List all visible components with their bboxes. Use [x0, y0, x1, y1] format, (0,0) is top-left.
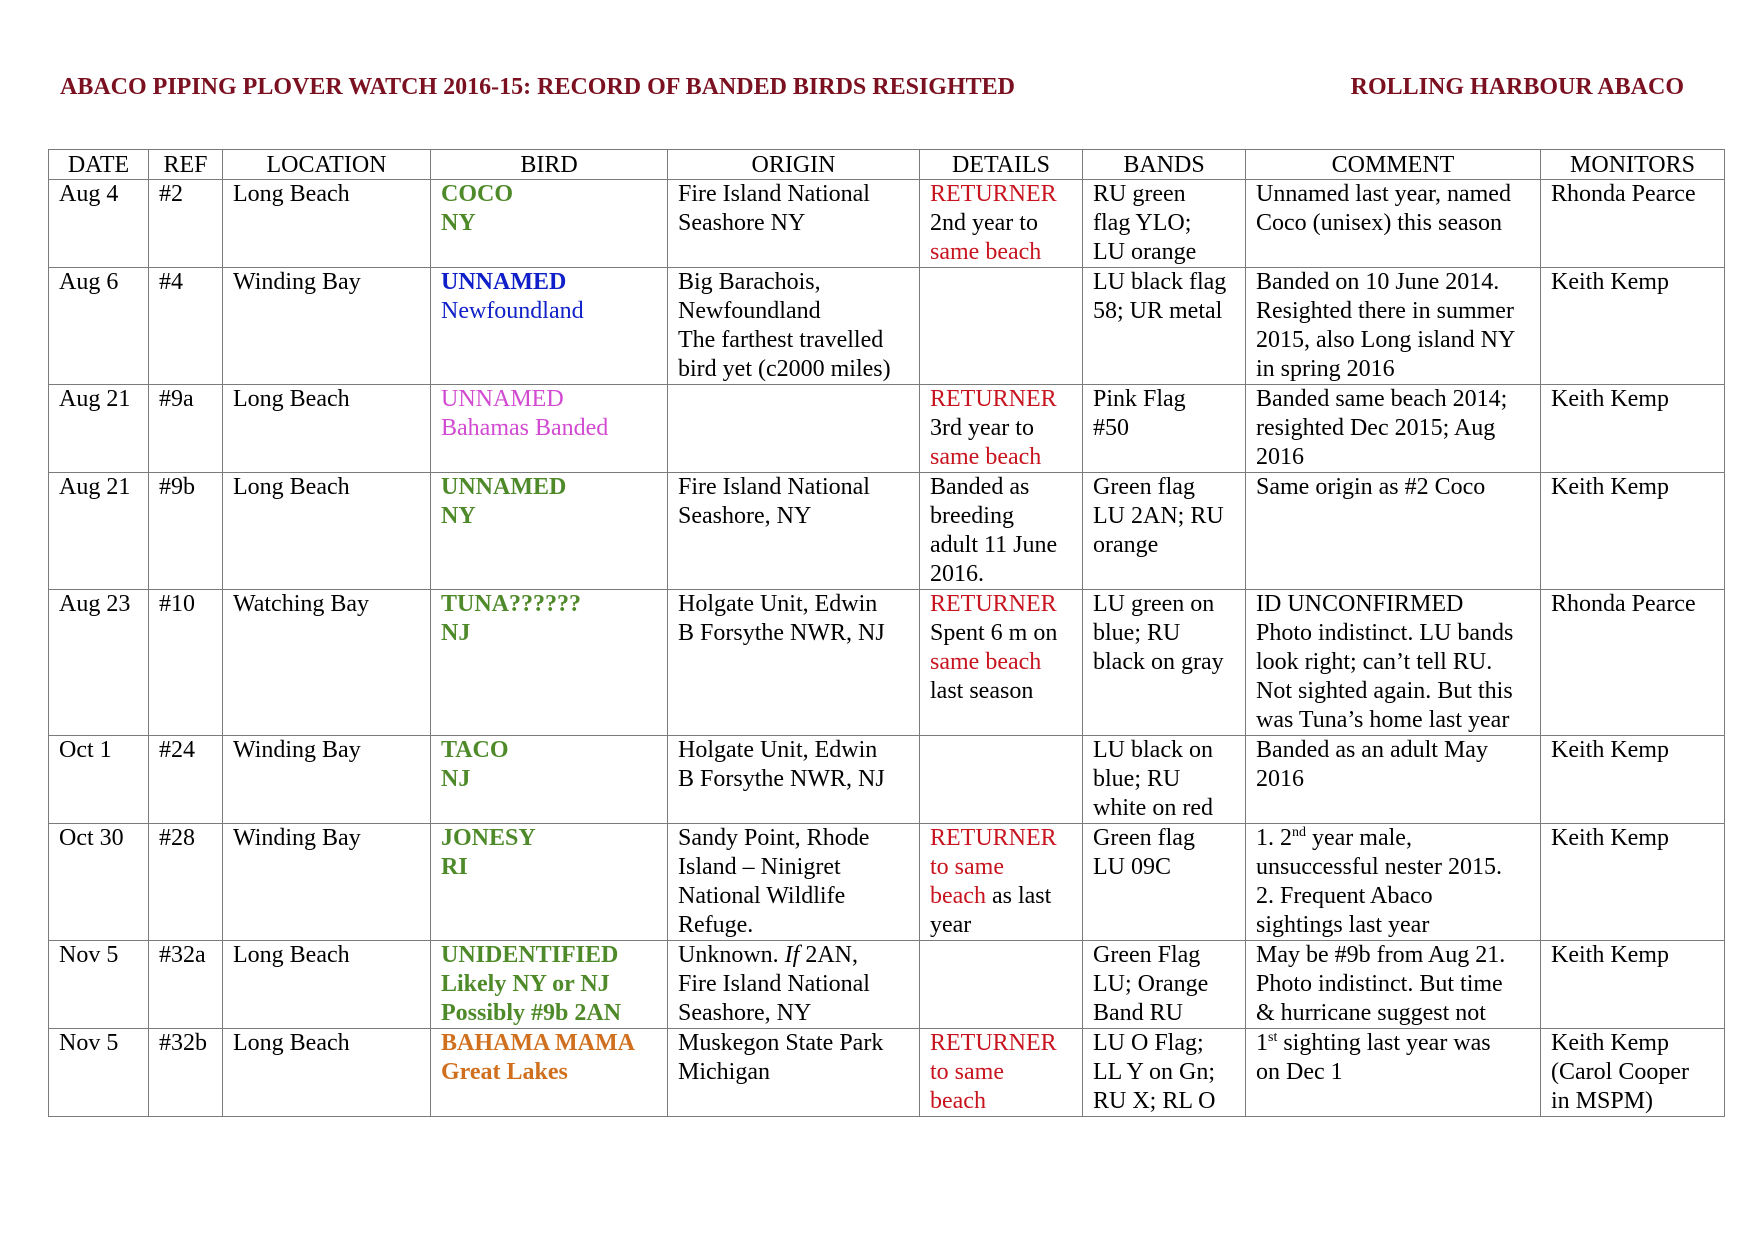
- monitor-line: Keith Kemp: [1551, 825, 1669, 851]
- cell-ref: #4: [149, 268, 223, 385]
- bands-line: LU 09C: [1093, 854, 1171, 880]
- origin-line: Newfoundland: [678, 298, 821, 324]
- cell-location: Winding Bay: [223, 268, 431, 385]
- cell-location: Winding Bay: [223, 824, 431, 941]
- bands-line: Pink Flag: [1093, 386, 1186, 412]
- table-row: [49, 385, 1725, 473]
- table-header-row: [49, 150, 1725, 180]
- comment-line: Unnamed last year, named: [1256, 181, 1511, 207]
- cell-monitors: [1541, 268, 1725, 385]
- cell-bands: [1083, 1029, 1246, 1117]
- column-header-location: LOCATION: [223, 150, 431, 180]
- cell-location: Long Beach: [223, 180, 431, 268]
- bands-line: Green Flag: [1093, 942, 1201, 968]
- table-row: [49, 1029, 1725, 1117]
- column-header-origin: ORIGIN: [668, 150, 920, 180]
- details-line: same beach: [930, 239, 1042, 265]
- bird-name: TACO: [441, 737, 509, 763]
- comment-line: on Dec 1: [1256, 1059, 1343, 1085]
- origin-fragment: 2AN,: [799, 942, 859, 968]
- bands-line: LU orange: [1093, 239, 1197, 265]
- details-fragment: as last: [991, 883, 1052, 909]
- comment-line: resighted Dec 2015; Aug: [1256, 415, 1496, 441]
- origin-line: National Wildlife: [678, 883, 846, 909]
- cell-location: Long Beach: [223, 941, 431, 1029]
- cell-date: Aug 23: [49, 590, 149, 736]
- cell-comment: [1246, 736, 1541, 824]
- comment-line: Banded same beach 2014;: [1256, 386, 1508, 412]
- cell-location: Long Beach: [223, 473, 431, 590]
- comment-line: look right; can’t tell RU.: [1256, 649, 1493, 675]
- bands-line: Green flag: [1093, 474, 1195, 500]
- bird-region: NY: [441, 503, 476, 529]
- details-line: same beach: [930, 444, 1042, 470]
- cell-ref: #9b: [149, 473, 223, 590]
- bands-line: Green flag: [1093, 825, 1195, 851]
- bird-note: Likely NY or NJ: [441, 971, 610, 997]
- monitor-line: Keith Kemp: [1551, 942, 1669, 968]
- cell-ref: #28: [149, 824, 223, 941]
- cell-comment: [1246, 473, 1541, 590]
- cell-monitors: [1541, 1029, 1725, 1117]
- cell-ref: #24: [149, 736, 223, 824]
- origin-line: Fire Island National: [678, 474, 870, 500]
- cell-details: [920, 941, 1083, 1029]
- cell-details: [920, 590, 1083, 736]
- origin-line: B Forsythe NWR, NJ: [678, 620, 885, 646]
- comment-line: Coco (unisex) this season: [1256, 210, 1502, 236]
- bird-name: UNNAMED: [441, 386, 564, 412]
- column-header-monitors: MONITORS: [1541, 150, 1725, 180]
- origin-line: B Forsythe NWR, NJ: [678, 766, 885, 792]
- bird-name: UNIDENTIFIED: [441, 942, 619, 968]
- details-fragment: beach: [930, 883, 986, 909]
- monitor-line: (Carol Cooper: [1551, 1059, 1689, 1085]
- comment-fragment: year male,: [1306, 825, 1412, 851]
- document-title: ABACO PIPING PLOVER WATCH 2016-15: RECORD OF BANDED BIRDS RESIGHTED: [60, 74, 1015, 100]
- monitor-line: Keith Kemp: [1551, 474, 1669, 500]
- ordinal-suffix: st: [1268, 1030, 1278, 1045]
- cell-origin: [668, 736, 920, 824]
- cell-bands: [1083, 736, 1246, 824]
- monitor-line: Rhonda Pearce: [1551, 181, 1696, 207]
- origin-line: Island – Ninigret: [678, 854, 841, 880]
- details-line: same beach: [930, 649, 1042, 675]
- bird-name: TUNA??????: [441, 591, 582, 617]
- comment-line: Photo indistinct. But time: [1256, 971, 1503, 997]
- details-line: 2nd year to: [930, 210, 1038, 236]
- returner-label: RETURNER: [930, 386, 1057, 412]
- bird-name: COCO: [441, 181, 513, 207]
- comment-line: in spring 2016: [1256, 356, 1395, 382]
- cell-origin: [668, 180, 920, 268]
- table-row: [49, 180, 1725, 268]
- bands-line: 58; UR metal: [1093, 298, 1223, 324]
- details-line: adult 11 June: [930, 532, 1058, 558]
- comment-line: Resighted there in summer: [1256, 298, 1514, 324]
- comment-fragment: 1. 2: [1256, 825, 1292, 851]
- cell-comment: [1246, 180, 1541, 268]
- cell-bands: [1083, 590, 1246, 736]
- cell-origin: [668, 824, 920, 941]
- details-line: Spent 6 m on: [930, 620, 1058, 646]
- returner-label: RETURNER: [930, 181, 1057, 207]
- cell-comment: [1246, 590, 1541, 736]
- origin-line: Michigan: [678, 1059, 770, 1085]
- cell-ref: #10: [149, 590, 223, 736]
- bands-line: RU X; RL O: [1093, 1088, 1216, 1114]
- monitor-line: Rhonda Pearce: [1551, 591, 1696, 617]
- cell-bird: [431, 180, 668, 268]
- cell-details: [920, 180, 1083, 268]
- column-header-date: DATE: [49, 150, 149, 180]
- cell-origin: [668, 385, 920, 473]
- cell-origin: [668, 1029, 920, 1117]
- comment-line: May be #9b from Aug 21.: [1256, 942, 1506, 968]
- bands-line: LU black flag: [1093, 269, 1227, 295]
- cell-date: Oct 30: [49, 824, 149, 941]
- bands-line: LU black on: [1093, 737, 1213, 763]
- cell-details: [920, 473, 1083, 590]
- bands-line: black on gray: [1093, 649, 1224, 675]
- monitor-line: Keith Kemp: [1551, 737, 1669, 763]
- cell-date: Oct 1: [49, 736, 149, 824]
- bands-line: LU 2AN; RU: [1093, 503, 1224, 529]
- cell-comment: [1246, 824, 1541, 941]
- returner-label: RETURNER: [930, 591, 1057, 617]
- cell-comment: [1246, 941, 1541, 1029]
- comment-fragment: sighting last year was: [1277, 1030, 1491, 1056]
- cell-monitors: [1541, 941, 1725, 1029]
- cell-date: Aug 4: [49, 180, 149, 268]
- comment-line: 2. Frequent Abaco: [1256, 883, 1433, 909]
- bird-region: NY: [441, 210, 476, 236]
- details-line: beach: [930, 1088, 986, 1114]
- details-line: to same: [930, 854, 1004, 880]
- bird-name: JONESY: [441, 825, 536, 851]
- cell-ref: #32a: [149, 941, 223, 1029]
- comment-line: sightings last year: [1256, 912, 1430, 938]
- bands-line: LU green on: [1093, 591, 1215, 617]
- details-line: year: [930, 912, 972, 938]
- origin-line: Seashore, NY: [678, 503, 812, 529]
- origin-fragment: Unknown.: [678, 942, 785, 968]
- bird-region: Newfoundland: [441, 298, 584, 324]
- details-line: Banded as: [930, 474, 1030, 500]
- bands-line: blue; RU: [1093, 766, 1181, 792]
- bird-region: NJ: [441, 766, 471, 792]
- cell-monitors: [1541, 473, 1725, 590]
- bird-region: RI: [441, 854, 468, 880]
- bands-line: orange: [1093, 532, 1159, 558]
- details-line: last season: [930, 678, 1034, 704]
- organization-name: ROLLING HARBOUR ABACO: [1350, 74, 1684, 100]
- bands-line: LU O Flag;: [1093, 1030, 1204, 1056]
- cell-date: Aug 6: [49, 268, 149, 385]
- cell-monitors: [1541, 180, 1725, 268]
- comment-line: [1256, 1029, 1532, 1058]
- origin-line: Fire Island National: [678, 181, 870, 207]
- bird-region: Bahamas Banded: [441, 415, 609, 441]
- cell-bands: [1083, 941, 1246, 1029]
- cell-comment: [1246, 1029, 1541, 1117]
- origin-line: bird yet (c2000 miles): [678, 356, 891, 382]
- table-row: [49, 473, 1725, 590]
- comment-line: 2015, also Long island NY: [1256, 327, 1516, 353]
- cell-details: [920, 824, 1083, 941]
- details-line: 2016.: [930, 561, 984, 587]
- origin-line: Fire Island National: [678, 971, 870, 997]
- cell-origin: [668, 268, 920, 385]
- banded-birds-table: [48, 149, 1725, 1117]
- origin-line: Holgate Unit, Edwin: [678, 737, 878, 763]
- cell-date: Aug 21: [49, 385, 149, 473]
- comment-line: 2016: [1256, 766, 1304, 792]
- cell-monitors: [1541, 736, 1725, 824]
- cell-date: Nov 5: [49, 1029, 149, 1117]
- cell-bird: [431, 736, 668, 824]
- origin-fragment: If: [784, 942, 800, 968]
- cell-origin: [668, 941, 920, 1029]
- cell-details: [920, 1029, 1083, 1117]
- document-header: [60, 74, 1684, 106]
- origin-line: Seashore, NY: [678, 1000, 812, 1026]
- cell-bands: [1083, 473, 1246, 590]
- monitor-line: Keith Kemp: [1551, 386, 1669, 412]
- origin-line: Holgate Unit, Edwin: [678, 591, 878, 617]
- cell-bands: [1083, 268, 1246, 385]
- bird-name: BAHAMA MAMA: [441, 1030, 635, 1056]
- bird-region: NJ: [441, 620, 471, 646]
- table-row: [49, 941, 1725, 1029]
- cell-monitors: [1541, 590, 1725, 736]
- table-row: [49, 824, 1725, 941]
- cell-bird: [431, 385, 668, 473]
- bands-line: RU green: [1093, 181, 1186, 207]
- bands-line: white on red: [1093, 795, 1213, 821]
- cell-bird: [431, 1029, 668, 1117]
- origin-line: Seashore NY: [678, 210, 806, 236]
- column-header-bird: BIRD: [431, 150, 668, 180]
- details-line: 3rd year to: [930, 415, 1034, 441]
- origin-line: [678, 941, 911, 970]
- cell-bird: [431, 268, 668, 385]
- cell-monitors: [1541, 824, 1725, 941]
- bird-region: Great Lakes: [441, 1059, 568, 1085]
- cell-bands: [1083, 824, 1246, 941]
- table-row: [49, 590, 1725, 736]
- cell-bird: [431, 590, 668, 736]
- cell-location: Long Beach: [223, 385, 431, 473]
- cell-bands: [1083, 385, 1246, 473]
- cell-details: [920, 268, 1083, 385]
- cell-ref: #32b: [149, 1029, 223, 1117]
- origin-line: Sandy Point, Rhode: [678, 825, 870, 851]
- bird-name: UNNAMED: [441, 269, 567, 295]
- comment-line: 2016: [1256, 444, 1304, 470]
- cell-bands: [1083, 180, 1246, 268]
- origin-line: The farthest travelled: [678, 327, 884, 353]
- comment-line: ID UNCONFIRMED: [1256, 591, 1464, 617]
- column-header-ref: REF: [149, 150, 223, 180]
- details-line: to same: [930, 1059, 1004, 1085]
- ordinal-suffix: nd: [1292, 825, 1306, 840]
- cell-bird: [431, 824, 668, 941]
- cell-ref: #2: [149, 180, 223, 268]
- cell-location: Watching Bay: [223, 590, 431, 736]
- returner-label: RETURNER: [930, 1030, 1057, 1056]
- cell-origin: [668, 473, 920, 590]
- cell-details: [920, 736, 1083, 824]
- table-row: [49, 736, 1725, 824]
- bands-line: Band RU: [1093, 1000, 1183, 1026]
- cell-comment: [1246, 268, 1541, 385]
- bands-line: LU; Orange: [1093, 971, 1209, 997]
- origin-line: Muskegon State Park: [678, 1030, 884, 1056]
- cell-location: Long Beach: [223, 1029, 431, 1117]
- bird-name: UNNAMED: [441, 474, 567, 500]
- origin-line: Refuge.: [678, 912, 754, 938]
- comment-line: Banded as an adult May: [1256, 737, 1488, 763]
- returner-label: RETURNER: [930, 825, 1057, 851]
- cell-location: Winding Bay: [223, 736, 431, 824]
- monitor-line: in MSPM): [1551, 1088, 1654, 1114]
- comment-fragment: 1: [1256, 1030, 1268, 1056]
- details-line: [930, 882, 1074, 911]
- column-header-bands: BANDS: [1083, 150, 1246, 180]
- cell-details: [920, 385, 1083, 473]
- cell-ref: #9a: [149, 385, 223, 473]
- origin-line: Big Barachois,: [678, 269, 821, 295]
- cell-origin: [668, 590, 920, 736]
- comment-line: Photo indistinct. LU bands: [1256, 620, 1514, 646]
- cell-date: Nov 5: [49, 941, 149, 1029]
- cell-bird: [431, 473, 668, 590]
- cell-monitors: [1541, 385, 1725, 473]
- monitor-line: Keith Kemp: [1551, 269, 1669, 295]
- details-line: breeding: [930, 503, 1014, 529]
- comment-line: unsuccessful nester 2015.: [1256, 854, 1502, 880]
- bands-line: blue; RU: [1093, 620, 1181, 646]
- column-header-comment: COMMENT: [1246, 150, 1541, 180]
- column-header-details: DETAILS: [920, 150, 1083, 180]
- bands-line: #50: [1093, 415, 1129, 441]
- comment-line: Banded on 10 June 2014.: [1256, 269, 1500, 295]
- comment-line: [1256, 824, 1532, 853]
- comment-line: & hurricane suggest not: [1256, 1000, 1486, 1026]
- cell-bird: [431, 941, 668, 1029]
- monitor-line: Keith Kemp: [1551, 1030, 1669, 1056]
- bands-line: LL Y on Gn;: [1093, 1059, 1215, 1085]
- comment-line: Same origin as #2 Coco: [1256, 474, 1486, 500]
- bird-note: Possibly #9b 2AN: [441, 1000, 622, 1026]
- cell-date: Aug 21: [49, 473, 149, 590]
- table-row: [49, 268, 1725, 385]
- cell-comment: [1246, 385, 1541, 473]
- comment-line: was Tuna’s home last year: [1256, 707, 1510, 733]
- bands-line: flag YLO;: [1093, 210, 1192, 236]
- comment-line: Not sighted again. But this: [1256, 678, 1513, 704]
